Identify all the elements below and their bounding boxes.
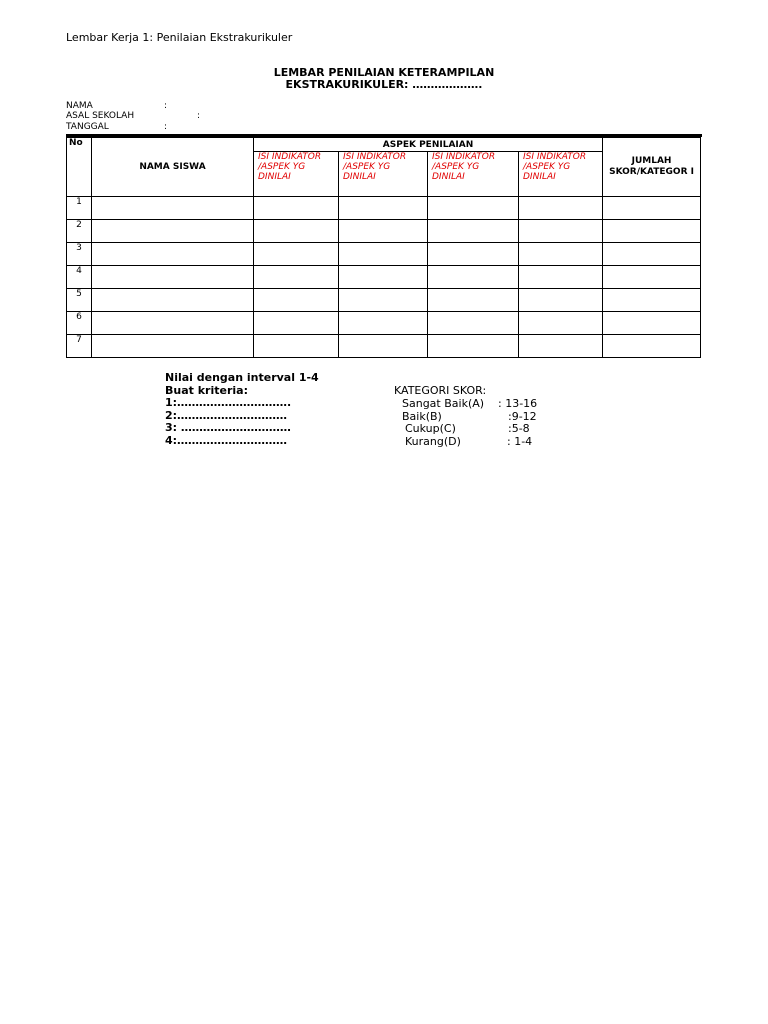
meta-asal-sekolah bbox=[66, 111, 201, 121]
score-cell[interactable] bbox=[428, 289, 519, 312]
meta-colon: : bbox=[164, 122, 168, 132]
table-row bbox=[67, 243, 701, 266]
meta-label: TANGGAL bbox=[66, 122, 109, 132]
score-cell[interactable] bbox=[339, 197, 428, 220]
kategori-label: Kurang(D) bbox=[405, 435, 461, 448]
kategori-value: :9-12 bbox=[508, 410, 537, 423]
kategori-label: Baik(B) bbox=[402, 410, 442, 423]
header-jumlah-skor: JUMLAH SKOR/KATEGOR I bbox=[603, 138, 701, 197]
row-number: 1 bbox=[67, 197, 92, 220]
meta-label: NAMA bbox=[66, 101, 93, 111]
worksheet-label: Lembar Kerja 1: Penilaian Ekstrakurikuler bbox=[66, 31, 293, 44]
kategori-value: :5-8 bbox=[508, 422, 530, 435]
kategori-heading: KATEGORI SKOR: bbox=[394, 384, 487, 397]
name-cell[interactable] bbox=[92, 197, 254, 220]
header-aspek-penilaian: ASPEK PENILAIAN bbox=[254, 138, 603, 152]
score-cell[interactable] bbox=[254, 243, 339, 266]
name-cell[interactable] bbox=[92, 243, 254, 266]
total-cell[interactable] bbox=[603, 266, 701, 289]
score-cell[interactable] bbox=[519, 243, 603, 266]
header-no: No bbox=[67, 138, 92, 197]
table-row bbox=[67, 266, 701, 289]
indikator-cell[interactable]: ISI INDIKATOR /ASPEK YG DINILAI bbox=[339, 152, 428, 197]
score-cell[interactable] bbox=[254, 266, 339, 289]
score-cell[interactable] bbox=[339, 335, 428, 358]
meta-tanggal bbox=[66, 122, 168, 132]
score-cell[interactable] bbox=[339, 266, 428, 289]
criteria-instruction: Nilai dengan interval 1-4 bbox=[165, 371, 319, 384]
indikator-cell[interactable]: ISI INDIKATOR /ASPEK YG DINILAI bbox=[254, 152, 339, 197]
total-cell[interactable] bbox=[603, 220, 701, 243]
document-title: LEMBAR PENILAIAN KETERAMPILAN bbox=[273, 66, 495, 79]
score-cell[interactable] bbox=[339, 243, 428, 266]
name-cell[interactable] bbox=[92, 312, 254, 335]
meta-nama bbox=[66, 101, 168, 111]
row-number: 7 bbox=[67, 335, 92, 358]
table-row bbox=[67, 312, 701, 335]
kategori-value: : 13-16 bbox=[498, 397, 538, 410]
score-cell[interactable] bbox=[254, 289, 339, 312]
criteria-block bbox=[165, 372, 319, 447]
name-cell[interactable] bbox=[92, 220, 254, 243]
score-cell[interactable] bbox=[339, 312, 428, 335]
score-cell[interactable] bbox=[339, 289, 428, 312]
meta-colon: : bbox=[197, 111, 201, 121]
row-number: 5 bbox=[67, 289, 92, 312]
name-cell[interactable] bbox=[92, 335, 254, 358]
score-cell[interactable] bbox=[519, 312, 603, 335]
score-cell[interactable] bbox=[519, 266, 603, 289]
total-cell[interactable] bbox=[603, 312, 701, 335]
kategori-value: : 1-4 bbox=[507, 435, 533, 448]
score-cell[interactable] bbox=[428, 197, 519, 220]
score-cell[interactable] bbox=[428, 335, 519, 358]
score-cell[interactable] bbox=[254, 335, 339, 358]
criteria-heading: Buat kriteria: bbox=[165, 383, 248, 397]
indikator-cell[interactable]: ISI INDIKATOR /ASPEK YG DINILAI bbox=[428, 152, 519, 197]
kategori-label: Sangat Baik(A) bbox=[402, 397, 485, 410]
total-cell[interactable] bbox=[603, 243, 701, 266]
score-cell[interactable] bbox=[428, 243, 519, 266]
name-cell[interactable] bbox=[92, 289, 254, 312]
indikator-cell[interactable]: ISI INDIKATOR /ASPEK YG DINILAI bbox=[519, 152, 603, 197]
total-cell[interactable] bbox=[603, 289, 701, 312]
row-number: 2 bbox=[67, 220, 92, 243]
row-number: 6 bbox=[67, 312, 92, 335]
name-cell[interactable] bbox=[92, 266, 254, 289]
score-cell[interactable] bbox=[339, 220, 428, 243]
row-number: 4 bbox=[67, 266, 92, 289]
score-cell[interactable] bbox=[428, 312, 519, 335]
score-cell[interactable] bbox=[519, 289, 603, 312]
meta-colon: : bbox=[164, 101, 168, 111]
criteria-item: 1:…………………………. bbox=[165, 396, 292, 409]
score-cell[interactable] bbox=[519, 197, 603, 220]
score-cell[interactable] bbox=[519, 335, 603, 358]
criteria-item: 2:………………………… bbox=[165, 408, 288, 422]
score-cell[interactable] bbox=[254, 220, 339, 243]
score-cell[interactable] bbox=[428, 266, 519, 289]
score-cell[interactable] bbox=[254, 312, 339, 335]
row-number: 3 bbox=[67, 243, 92, 266]
table-row bbox=[67, 197, 701, 220]
kategori-label: Cukup(C) bbox=[405, 422, 456, 435]
assessment-table bbox=[66, 137, 701, 358]
meta-label: ASAL SEKOLAH bbox=[66, 111, 135, 121]
score-cell[interactable] bbox=[428, 220, 519, 243]
score-cell[interactable] bbox=[519, 220, 603, 243]
criteria-item: 4:………………………… bbox=[165, 433, 288, 447]
table-row bbox=[67, 220, 701, 243]
table-row bbox=[67, 289, 701, 312]
document-subtitle: EKSTRAKURIKULER: ………………. bbox=[285, 78, 483, 91]
total-cell[interactable] bbox=[603, 335, 701, 358]
score-cell[interactable] bbox=[254, 197, 339, 220]
table-row bbox=[67, 335, 701, 358]
header-nama-siswa: NAMA SISWA bbox=[92, 138, 254, 197]
criteria-item: 3: ………………………… bbox=[165, 421, 291, 434]
total-cell[interactable] bbox=[603, 197, 701, 220]
